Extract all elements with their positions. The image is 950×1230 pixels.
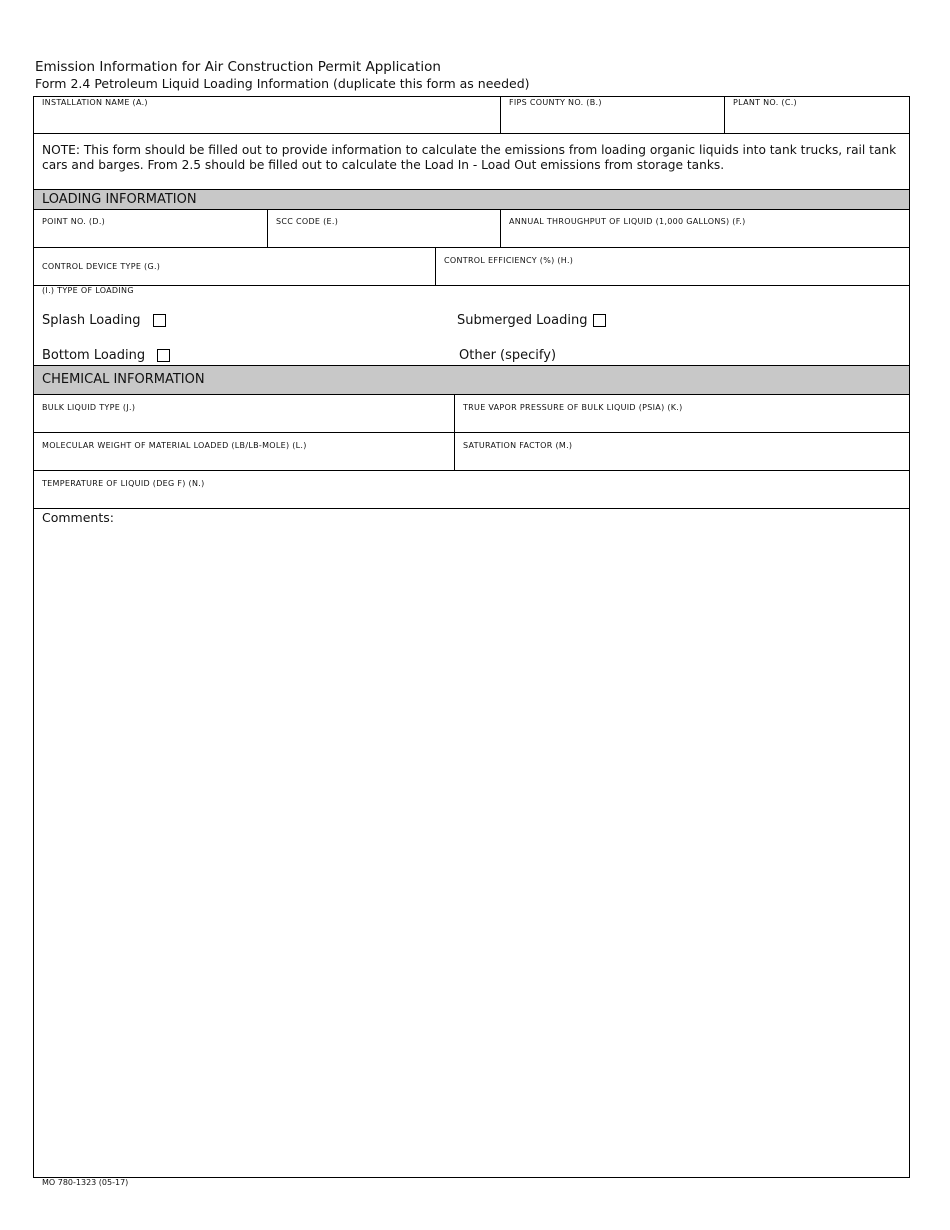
other-loading-label: Other (specify): [459, 348, 557, 363]
submerged-loading-option: [457, 313, 606, 328]
bottom-loading-option: [42, 348, 170, 363]
row-point: [34, 210, 909, 248]
splash-loading-checkbox[interactable]: [153, 314, 166, 327]
annual-throughput-label: ANNUAL THROUGHPUT OF LIQUID (1,000 GALLONS) (F.): [509, 217, 746, 226]
vapor-pressure-label: TRUE VAPOR PRESSURE OF BULK LIQUID (PSIA) (K.): [463, 403, 683, 412]
scc-code-field[interactable]: [267, 210, 500, 247]
plant-no-label: PLANT NO. (C.): [733, 98, 797, 107]
type-of-loading-label: (I.) TYPE OF LOADING: [42, 286, 134, 295]
form-subtitle: Form 2.4 Petroleum Liquid Loading Information (duplicate this form as needed): [35, 76, 530, 91]
row-type-of-loading: [34, 286, 909, 366]
point-no-field[interactable]: [34, 210, 267, 247]
row-bulk-liquid: [34, 395, 909, 433]
vapor-pressure-field[interactable]: [454, 395, 909, 432]
bulk-liquid-label: BULK LIQUID TYPE (J.): [42, 403, 136, 412]
saturation-factor-label: SATURATION FACTOR (M.): [463, 441, 573, 450]
bulk-liquid-field[interactable]: [34, 395, 454, 432]
form-frame: [33, 96, 910, 1178]
fips-county-field[interactable]: [500, 97, 724, 133]
bottom-loading-label: Bottom Loading: [42, 348, 146, 363]
scc-code-label: SCC CODE (E.): [276, 217, 339, 226]
row-installation: [34, 97, 909, 134]
comments-label: Comments:: [42, 510, 114, 525]
fips-county-label: FIPS COUNTY NO. (B.): [509, 98, 602, 107]
submerged-loading-label: Submerged Loading: [457, 313, 588, 328]
installation-name-field[interactable]: [34, 97, 500, 133]
form-number: MO 780-1323 (05-17): [42, 1178, 129, 1187]
control-device-label: CONTROL DEVICE TYPE (G.): [42, 262, 161, 271]
annual-throughput-field[interactable]: [500, 210, 909, 247]
note-text: NOTE: This form should be filled out to provide information to calculate the emissions from loading organic liquids into tank trucks, rail tank cars and barges. From 2.5 should be filled out to calculate the Load In - Load Out emissions from storage tanks.: [34, 134, 909, 190]
control-device-field[interactable]: [34, 248, 435, 285]
row-molecular-weight: [34, 433, 909, 471]
temperature-field[interactable]: [34, 471, 909, 509]
form-title: Emission Information for Air Construction Permit Application: [35, 59, 441, 75]
point-no-label: POINT NO. (D.): [42, 217, 106, 226]
molecular-weight-label: MOLECULAR WEIGHT OF MATERIAL LOADED (LB/LB-MOLE) (L.): [42, 441, 307, 450]
installation-name-label: INSTALLATION NAME (A.): [42, 98, 148, 107]
splash-loading-option: [42, 313, 166, 328]
plant-no-field[interactable]: [724, 97, 909, 133]
submerged-loading-checkbox[interactable]: [593, 314, 606, 327]
other-loading-option[interactable]: [459, 348, 556, 363]
splash-loading-label: Splash Loading: [42, 313, 141, 328]
control-efficiency-field[interactable]: [435, 248, 909, 285]
saturation-factor-field[interactable]: [454, 433, 909, 470]
chemical-section-header: CHEMICAL INFORMATION: [34, 366, 909, 395]
bottom-loading-checkbox[interactable]: [157, 349, 170, 362]
control-efficiency-label: CONTROL EFFICIENCY (%) (H.): [444, 256, 574, 265]
temperature-label: TEMPERATURE OF LIQUID (DEG F) (N.): [42, 479, 205, 488]
molecular-weight-field[interactable]: [34, 433, 454, 470]
loading-section-header: LOADING INFORMATION: [34, 190, 909, 210]
comments-area[interactable]: [34, 509, 909, 1177]
row-control: [34, 248, 909, 286]
